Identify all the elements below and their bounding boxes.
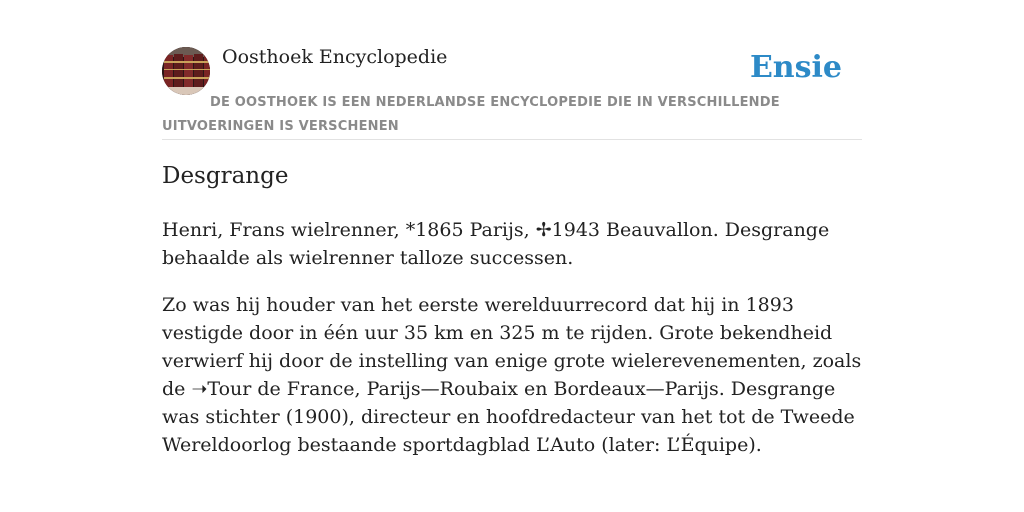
ensie-logo-link[interactable]: Ensie (749, 50, 842, 85)
publication-description: DE OOSTHOEK IS EEN NEDERLANDSE ENCYCLOPEDIE DIE IN VERSCHILLENDE UITVOERINGEN IS VERSCHENEN (162, 95, 780, 134)
article-title: Desgrange (162, 163, 289, 189)
encyclopedia-books-icon (162, 47, 210, 95)
publication-name[interactable]: Oosthoek Encyclopedie (222, 46, 448, 68)
article-paragraph-2: Zo was hij houder van het eerste werelduurrecord dat hij in 1893 vestigde door in één uur 35 km en 325 m te rijden. Grote bekendheid verwierf hij door de instelling van enige grote wielerevenementen, zoals de ➝Tour de France, Parijs—Roubaix en Bordeaux—Parijs. Desgrange was stichter (1900), directeur en hoofdredacteur van het tot de Tweede Wereldoorlog bestaande sportdagblad L’Auto (later: L’Équipe). (162, 294, 862, 456)
article-body (162, 216, 867, 478)
article-paragraph-1: Henri, Frans wielrenner, *1865 Parijs, ✢1943 Beauvallon. Desgrange behaalde als wielrenner talloze successen. (162, 219, 830, 269)
publication-avatar (162, 47, 210, 95)
header-divider (162, 139, 862, 140)
